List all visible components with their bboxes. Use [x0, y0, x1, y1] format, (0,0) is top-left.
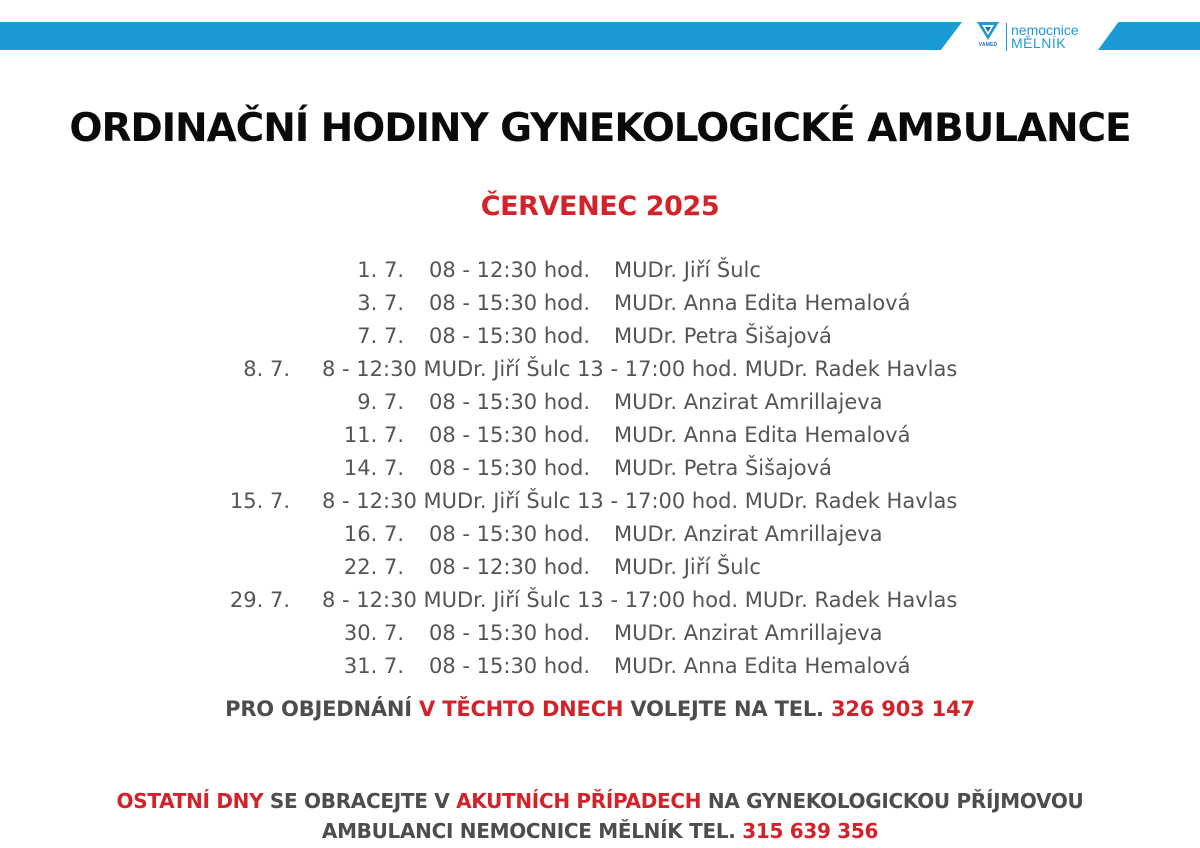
- logo-line-2: MĚLNÍK: [1011, 35, 1067, 51]
- schedule-row: [0, 654, 1200, 686]
- schedule-date: 16. 7.: [343, 522, 404, 546]
- other-note-b: SE OBRACEJTE V: [263, 789, 457, 813]
- schedule-hours: 08 - 15:30 hod.: [429, 423, 591, 447]
- schedule-row: [0, 489, 1200, 521]
- schedule-date: 31. 7.: [343, 654, 404, 678]
- schedule-hours: 08 - 15:30 hod.: [429, 324, 591, 348]
- schedule-date: 22. 7.: [343, 555, 404, 579]
- order-note-part3: VOLEJTE NA TEL.: [623, 697, 831, 721]
- schedule-row: [0, 258, 1200, 290]
- other-note-line1: [0, 786, 1200, 816]
- other-note-line2: [0, 816, 1200, 846]
- schedule-hours: 08 - 15:30 hod.: [429, 390, 591, 414]
- other-days-note: [0, 786, 1200, 846]
- schedule-doctor: MUDr. Anna Edita Hemalová: [614, 654, 911, 678]
- schedule-split-hours: 8 - 12:30 MUDr. Jiří Šulc 13 - 17:00 hod. MUDr. Radek Havlas: [322, 357, 958, 381]
- schedule-hours: 08 - 15:30 hod.: [429, 291, 591, 315]
- schedule-row: [0, 555, 1200, 587]
- schedule-doctor: MUDr. Anna Edita Hemalová: [614, 291, 911, 315]
- schedule-row: [0, 390, 1200, 422]
- schedule-doctor: MUDr. Anzirat Amrillajeva: [614, 522, 883, 546]
- schedule-date: 11. 7.: [343, 423, 404, 447]
- order-note-days: V TĚCHTO DNECH: [419, 697, 624, 721]
- schedule-date: 7. 7.: [357, 324, 404, 348]
- schedule-hours: 08 - 15:30 hod.: [429, 654, 591, 678]
- schedule-hours: 08 - 15:30 hod.: [429, 621, 591, 645]
- schedule-row: [0, 324, 1200, 356]
- logo-divider: [1006, 23, 1007, 51]
- acute-cases-label: AKUTNÍCH PŘÍPADECH: [456, 789, 702, 813]
- emergency-phone: 315 639 356: [742, 819, 879, 843]
- schedule-row: [0, 423, 1200, 455]
- schedule-date: 29. 7.: [229, 588, 290, 612]
- schedule-row: [0, 522, 1200, 554]
- other-note-d: NA GYNEKOLOGICKOU PŘÍJMOVOU: [701, 789, 1084, 813]
- schedule-hours: 08 - 12:30 hod.: [429, 258, 591, 282]
- schedule-row: [0, 588, 1200, 620]
- schedule-date: 9. 7.: [357, 390, 404, 414]
- schedule-doctor: MUDr. Anna Edita Hemalová: [614, 423, 911, 447]
- schedule-date: 8. 7.: [243, 357, 290, 381]
- schedule-row: [0, 357, 1200, 389]
- header-bar-right: [1098, 22, 1200, 50]
- header-bar: [0, 22, 962, 50]
- schedule-row: [0, 621, 1200, 653]
- schedule-date: 3. 7.: [357, 291, 404, 315]
- schedule-doctor: MUDr. Jiří Šulc: [614, 258, 761, 282]
- other-days-label: OSTATNÍ DNY: [116, 789, 264, 813]
- schedule-split-hours: 8 - 12:30 MUDr. Jiří Šulc 13 - 17:00 hod. MUDr. Radek Havlas: [322, 489, 958, 513]
- vamed-logo-icon: [974, 21, 1002, 53]
- schedule-split-hours: 8 - 12:30 MUDr. Jiří Šulc 13 - 17:00 hod. MUDr. Radek Havlas: [322, 588, 958, 612]
- schedule-doctor: MUDr. Petra Šišajová: [614, 324, 832, 348]
- schedule-doctor: MUDr. Petra Šišajová: [614, 456, 832, 480]
- other-note-e: AMBULANCI NEMOCNICE MĚLNÍK TEL.: [321, 819, 743, 843]
- schedule-date: 15. 7.: [229, 489, 290, 513]
- schedule-doctor: MUDr. Anzirat Amrillajeva: [614, 621, 883, 645]
- schedule-date: 1. 7.: [357, 258, 404, 282]
- month-heading: ČERVENEC 2025: [480, 191, 720, 222]
- schedule-date: 14. 7.: [343, 456, 404, 480]
- hospital-logo: [974, 20, 1079, 54]
- logo-line-1: nemocnice: [1011, 22, 1079, 38]
- schedule-hours: 08 - 12:30 hod.: [429, 555, 591, 579]
- order-note-part1: PRO OBJEDNÁNÍ: [225, 697, 420, 721]
- schedule-doctor: MUDr. Jiří Šulc: [614, 555, 761, 579]
- schedule-hours: 08 - 15:30 hod.: [429, 522, 591, 546]
- schedule-hours: 08 - 15:30 hod.: [429, 456, 591, 480]
- order-phone: 326 903 147: [830, 697, 975, 721]
- schedule-date: 30. 7.: [343, 621, 404, 645]
- page-title: ORDINAČNÍ HODINY GYNEKOLOGICKÉ AMBULANCE: [69, 106, 1131, 151]
- logo-vamed-text: VAMED: [978, 42, 998, 48]
- schedule-row: [0, 456, 1200, 488]
- logo-wordmark: [1011, 24, 1079, 50]
- schedule-doctor: MUDr. Anzirat Amrillajeva: [614, 390, 883, 414]
- schedule-row: [0, 291, 1200, 323]
- order-note: [0, 697, 1200, 721]
